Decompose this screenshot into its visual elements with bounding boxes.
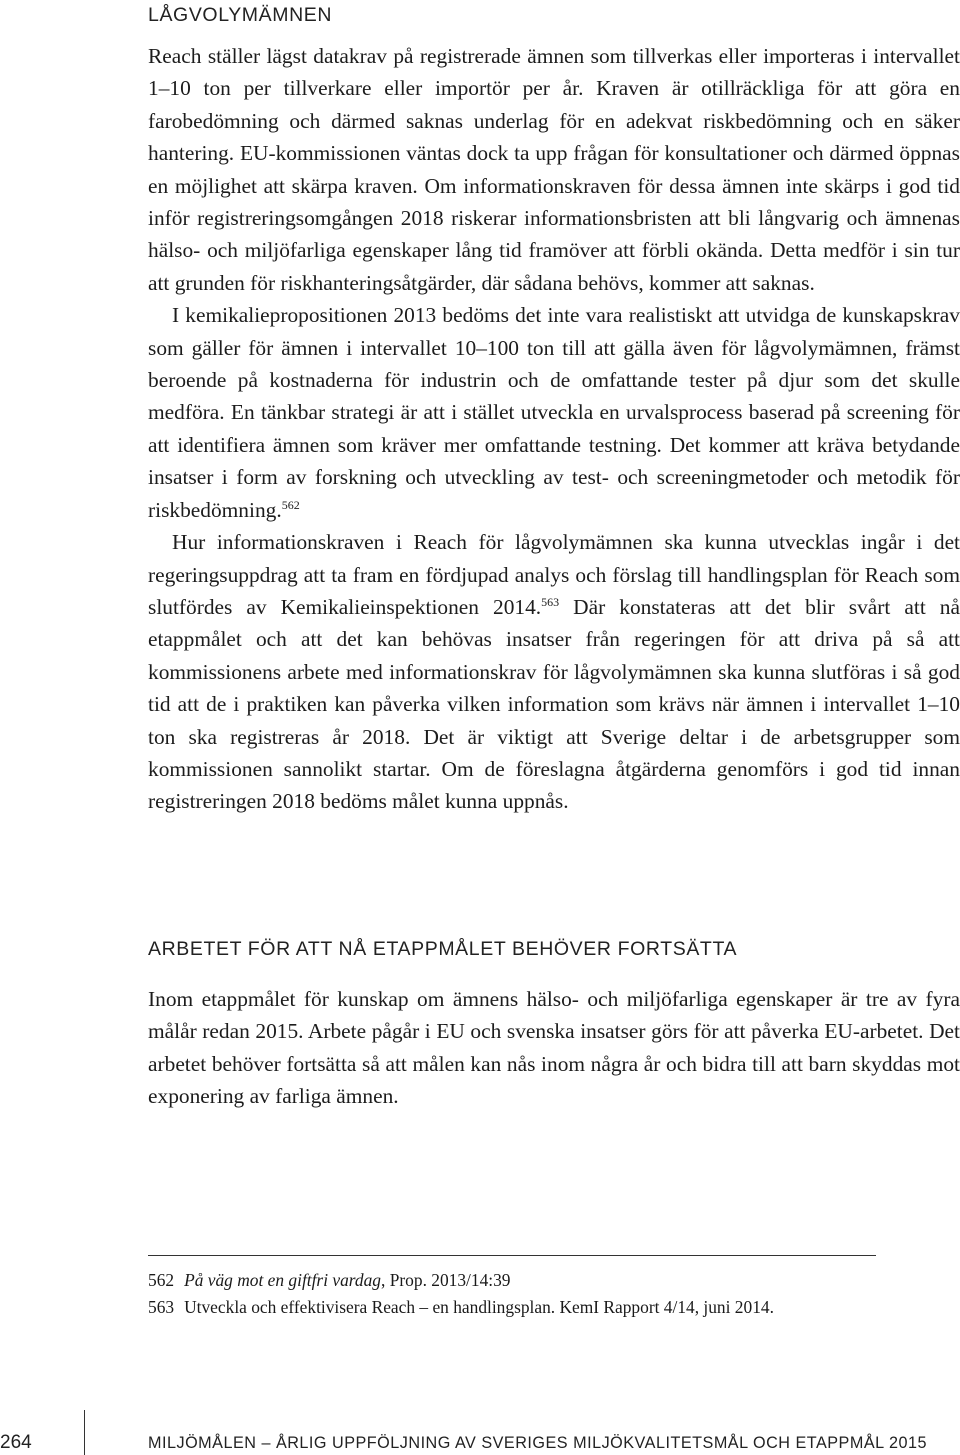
page-number: 264 xyxy=(0,1432,32,1453)
footnote-text: Utveckla och effektivisera Reach – en handlingsplan. KemI Rapport 4/14, juni 2014. xyxy=(184,1297,774,1317)
footnote-562 xyxy=(148,1267,511,1294)
footnote-separator xyxy=(148,1255,876,1256)
paragraph-4-text: Inom etappmålet för kunskap om ämnens hälso- och miljöfarliga egenskaper är tre av fyra målår redan 2015. Arbete pågår i EU och svenska insatser görs för att påverka EU-arbetet. Det arbetet behöver fortsätta så att målen kan nås inom några år och bidra till att barn skyddas mot exponering av farliga ämnen. xyxy=(148,987,960,1109)
paragraph-3-text-after: Där konstateras att det blir svårt att nå etappmålet och att det kan behövas insatser från regeringen för att driva på så att kommissionens arbete med informationskrav för lågvolymämnen ska kunna slutföras i så god tid att de i praktiken kan påverka vilken information som krävs när ämnen i intervallet 1–10 ton ska registreras år 2018. Det är viktigt att Sverige deltar i de arbetsgrupper som kommissionen sannolikt startar. Om de föreslagna åtgärderna genomförs i god tid innan registreringen 2018 bedöms målet kunna uppnås. xyxy=(148,594,960,814)
paragraph-3 xyxy=(148,526,960,818)
footnote-ref-563[interactable]: 563 xyxy=(541,594,560,609)
footnote-563 xyxy=(148,1294,774,1321)
footnote-text: , Prop. 2013/14:39 xyxy=(381,1270,511,1290)
paragraph-1 xyxy=(148,40,960,299)
section-heading-arbetet: ARBETET FÖR ATT NÅ ETAPPMÅLET BEHÖVER FORTSÄTTA xyxy=(148,938,738,960)
paragraph-3-text-before: Hur informationskraven i Reach för lågvolymämnen ska kunna utvecklas ingår i det regeringsuppdrag att ta fram en fördjupad analys och förslag till handlingsplan för Reach som slutfördes av Kemikalieinspektionen 2014. xyxy=(148,530,960,619)
paragraph-2 xyxy=(148,299,960,526)
running-footer: MILJÖMÅLEN – ÅRLIG UPPFÖLJNING AV SVERIGES MILJÖKVALITETSMÅL OCH ETAPPMÅL 2015 xyxy=(148,1434,928,1452)
section-heading-lagvolymamnen: LÅGVOLYMÄMNEN xyxy=(148,4,333,26)
section-body-lagvolymamnen xyxy=(148,40,960,818)
footnote-number: 563 xyxy=(148,1297,175,1317)
footnote-ref-562[interactable]: 562 xyxy=(281,497,300,512)
section-body-arbetet xyxy=(148,983,960,1113)
paragraph-4 xyxy=(148,983,960,1113)
footnote-number: 562 xyxy=(148,1270,175,1290)
paragraph-2-text: I kemikaliepropositionen 2013 bedöms det inte vara realistiskt att utvidga de kunskapskrav som gäller för ämnen i intervallet 10–100 ton till att gälla även för lågvolymämnen, främst beroende på kostnaderna för industrin och de omfattande tester på djur som det skulle medföra. En tänkbar strategi är att i stället utveckla en urvalsprocess baserad på screening för att identifiera ämnen som kräver mer omfattande testning. Det kommer att kräva betydande insatser i form av forskning och utveckling av test- och screeningmetoder och metodik för riskbedömning. xyxy=(148,303,960,522)
footnote-title: På väg mot en giftfri vardag xyxy=(184,1270,382,1290)
footer-divider xyxy=(84,1410,85,1455)
paragraph-1-text: Reach ställer lägst datakrav på registrerade ämnen som tillverkas eller importeras i intervallet 1–10 ton per tillverkare eller importör per år. Kraven är otillräckliga för att göra en farobedömning och därmed saknas underlag för en adekvat riskbedömning och en säker hantering. EU-kommissionen väntas dock ta upp frågan för konsultationer och därmed öppnas en möjlighet att skärpa kraven. Om informationskraven för dessa ämnen inte skärps i god tid inför registreringsomgången 2018 riskerar informationsbristen att bli långvarig och ämnenas hälso- och miljöfarliga egenskaper lång tid framöver att förbli okända. Detta medför i sin tur att grunden för riskhanteringsåtgärder, där sådana behövs, kommer att saknas. xyxy=(148,44,960,295)
